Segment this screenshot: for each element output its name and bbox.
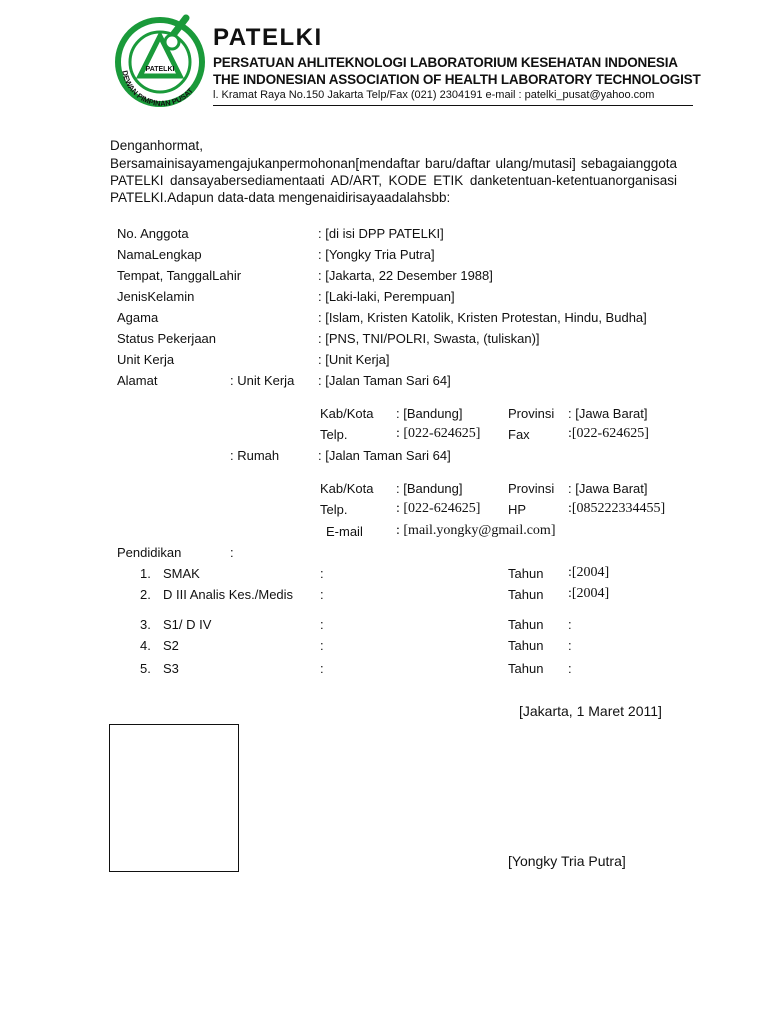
fax-label: Fax [508,427,530,442]
kabkota-value: : [Bandung] [396,406,463,421]
place-date: [Jakarta, 1 Maret 2011] [519,703,662,719]
field-label: NamaLengkap [117,247,202,262]
edu-colon: : [320,661,324,676]
edu-num: 1. [140,566,151,581]
field-label: No. Anggota [117,226,189,241]
edu-name: S1/ D IV [163,617,212,632]
field-value: : [Islam, Kristen Katolik, Kristen Protestan, Hindu, Budha] [318,310,647,325]
field-label: JenisKelamin [117,289,195,304]
edu-num: 2. [140,587,151,602]
hp-label: HP [508,502,527,517]
edu-name: S3 [163,661,179,676]
field-value: : [Unit Kerja] [318,352,390,367]
hp-value: :[085222334455] [568,501,666,516]
edu-tahun-value: : [568,638,572,653]
edu-tahun-label: Tahun [508,617,544,632]
alamat-unit-kerja-label: : Unit Kerja [230,373,295,388]
field-value: : [PNS, TNI/POLRI, Swasta, (tuliskan)] [318,331,540,346]
edu-colon: : [320,638,324,653]
field-value: : [Jakarta, 22 Desember 1988] [318,268,493,283]
telp-value: : [022-624625] [396,501,481,516]
field-label: Unit Kerja [117,352,175,367]
alamat-unit-kerja-value: : [Jalan Taman Sari 64] [318,373,451,388]
edu-tahun-label: Tahun [508,587,544,602]
edu-colon: : [320,617,324,632]
alamat-rumah-value: : [Jalan Taman Sari 64] [318,448,451,463]
org-full-name-id: PERSATUAN AHLITEKNOLOGI LABORATORIUM KESEHATAN INDONESIA [213,55,678,70]
edu-num: 5. [140,661,151,676]
edu-tahun-value: : [568,617,572,632]
email-label: E-mail [326,524,363,539]
pendidikan-label: Pendidikan [117,545,182,560]
org-name: PATELKI [213,24,323,51]
edu-tahun-label: Tahun [508,566,544,581]
intro-paragraph: Bersamainisayamengajukanpermohonan[mendaftar baru/daftar ulang/mutasi] sebagaianggota PATELKI dansayabersediamentaati AD/ART, KODE ETIK danketentuan-ketentuanorganisasi PATELKI.Adapun data-data mengenaidirisayaadalahsbb: [110,156,677,205]
field-value: : [di isi DPP PATELKI] [318,226,444,241]
edu-name: SMAK [163,566,200,581]
field-label: Status Pekerjaan [117,331,217,346]
fax-value: :[022-624625] [568,426,649,441]
org-full-name-en: THE INDONESIAN ASSOCIATION OF HEALTH LABORATORY TECHNOLOGIST [213,72,701,87]
edu-tahun-label: Tahun [508,638,544,653]
field-value: : [Laki-laki, Perempuan] [318,289,455,304]
email-value: : [mail.yongky@gmail.com] [396,523,556,538]
edu-tahun-value: :[2004] [568,565,610,580]
alamat-label: Alamat [117,373,158,388]
patelki-logo [110,14,210,110]
provinsi-value: : [Jawa Barat] [568,481,648,496]
kabkota-label: Kab/Kota [320,481,374,496]
field-label: Agama [117,310,159,325]
edu-tahun-value: :[2004] [568,586,610,601]
provinsi-label: Provinsi [508,406,555,421]
provinsi-value: : [Jawa Barat] [568,406,648,421]
edu-name: S2 [163,638,179,653]
org-address: l. Kramat Raya No.150 Jakarta Telp/Fax (021) 2304191 e-mail : patelki_pusat@yahoo.com [213,89,655,101]
svg-text:DEWAN PIMPINAN PUSAT: DEWAN PIMPINAN PUSAT [120,69,195,109]
edu-num: 4. [140,638,151,653]
provinsi-label: Provinsi [508,481,555,496]
edu-tahun-label: Tahun [508,661,544,676]
edu-name: D III Analis Kes./Medis [163,587,294,602]
telp-value: : [022-624625] [396,426,481,441]
kabkota-value: : [Bandung] [396,481,463,496]
header-divider [213,105,693,106]
telp-label: Telp. [320,502,348,517]
edu-num: 3. [140,617,151,632]
signature-name: [Yongky Tria Putra] [508,853,626,869]
svg-text:PATELKI: PATELKI [145,66,175,73]
field-value: : [Yongky Tria Putra] [318,247,435,262]
edu-colon: : [320,566,324,581]
alamat-rumah-label: : Rumah [230,448,280,463]
photo-placeholder-box [109,724,239,872]
kabkota-label: Kab/Kota [320,406,374,421]
field-label: Tempat, TanggalLahir [117,268,242,283]
telp-label: Telp. [320,427,348,442]
edu-tahun-value: : [568,661,572,676]
greeting: Denganhormat, [110,138,204,153]
pendidikan-colon: : [230,545,234,560]
edu-colon: : [320,587,324,602]
